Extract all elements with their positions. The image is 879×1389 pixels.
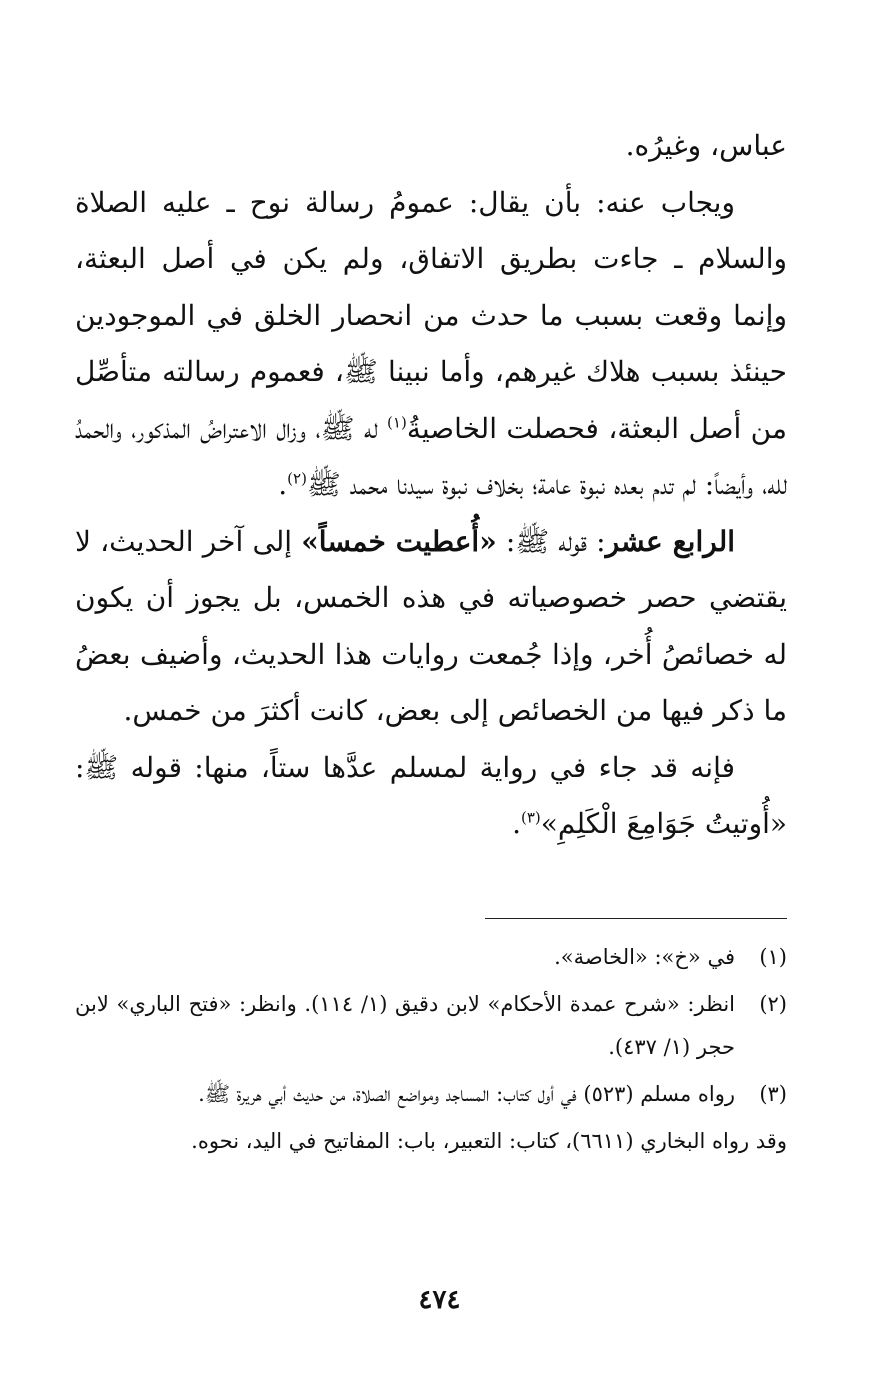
paragraph-4-part-b: . xyxy=(512,807,521,840)
footnote-ref-2[interactable]: (٢) xyxy=(287,469,307,488)
footnote-2-number: (٢) xyxy=(759,992,787,1016)
paragraph-2 xyxy=(75,175,787,514)
footnote-1-text: في «خ»: «الخاصة». xyxy=(554,945,735,969)
paragraph-4 xyxy=(75,740,787,853)
footnote-separator xyxy=(485,918,787,919)
footnote-1-number: (١) xyxy=(759,945,787,969)
footnote-ref-3[interactable]: (٣) xyxy=(520,808,541,827)
footnote-3-text: رواه مسلم (٥٢٣) في أول كتاب: المساجد ومواضع الصلاة، من حديث أبي هريرة ﷺ. xyxy=(198,1082,735,1106)
paragraph-3-part-a: : قوله ﷺ: xyxy=(496,524,606,558)
paragraph-1-text: عباس، وغيرُه. xyxy=(625,129,787,162)
footnote-1 xyxy=(75,936,787,979)
hadith-quote: «أُعطيت خمساً» xyxy=(301,524,497,558)
footnote-ref-1[interactable]: (١) xyxy=(387,413,407,432)
paragraph-3-heading: الرابع عشر xyxy=(605,524,736,558)
paragraph-2-part-a: ويجاب عنه: بأن يقال: عمومُ رسالة نوح ـ عليه الصلاة والسلام ـ جاءت بطريق الاتفاق، ولم يكن في أصل البعثة، وإنما وقعت بسبب ما حدث من انحصار الخلق في الموجودين حينئذ بسبب هلاك غيرهم، وأما نبينا ﷺ، فعموم رسالته متأصِّل من أصل البعثة، فحصلت الخاصيةُ xyxy=(75,185,787,445)
footnote-3-number: (٣) xyxy=(759,1082,787,1106)
paragraph-4-part-a: فإنه قد جاء في رواية لمسلم عدَّها ستاً، منها: قوله ﷺ: «أُوتيتُ جَوَامِعَ الْكَلِمِ» xyxy=(75,750,787,840)
paragraph-2-part-b: له ﷺ، وزال الاعتراضُ المذكور، والحمدُ لله، وأيضاً: لم تدم بعده نبوة عامة؛ بخلاف نبوة سيدنا محمد ﷺ xyxy=(75,411,787,501)
paragraph-1 xyxy=(75,118,787,175)
footnote-2 xyxy=(75,983,787,1069)
paragraph-3 xyxy=(75,514,787,740)
footnote-2-text: انظر: «شرح عمدة الأحكام» لابن دقيق (١/ ١١٤). وانظر: «فتح الباري» لابن حجر (١/ ٤٣٧). xyxy=(75,992,736,1059)
paragraph-3-part-b: إلى آخر الحديث، لا يقتضي حصر خصوصياته في هذه الخمس، بل يجوز أن يكون له خصائصُ أُخر، وإذا جُمعت روايات هذا الحديث، وأضيف بعضُ ما ذكر فيها من الخصائص إلى بعض، كانت أكثرَ من خمس. xyxy=(75,524,787,727)
footnotes-section xyxy=(75,936,787,1163)
paragraph-2-part-c: . xyxy=(278,468,288,501)
page-number: ٤٧٤ xyxy=(418,1285,461,1315)
footnote-3 xyxy=(75,1073,787,1116)
footnote-3-continuation: وقد رواه البخاري (٦٦١١)، كتاب: التعبير، باب: المفاتيح في اليد، نحوه. xyxy=(191,1129,787,1153)
main-text-body xyxy=(75,118,787,853)
